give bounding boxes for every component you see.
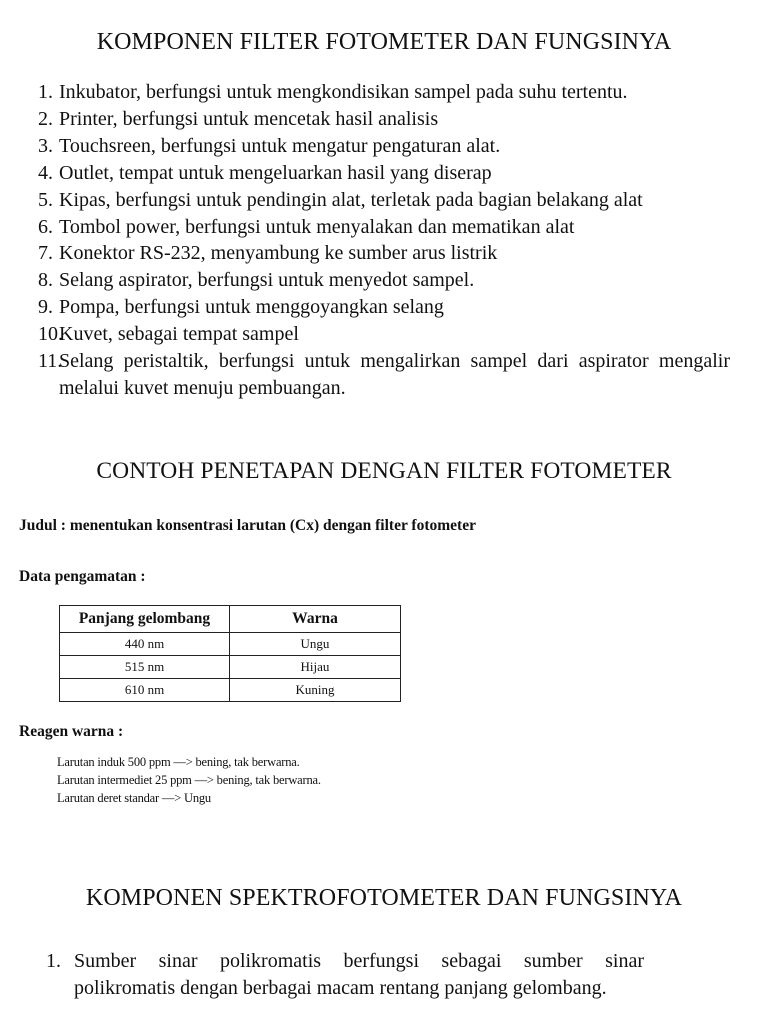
list-item xyxy=(38,133,730,160)
list-item-text: Selang aspirator, berfungsi untuk menyedot sampel. xyxy=(59,269,475,292)
table-row xyxy=(60,633,401,656)
list-item-number: 1. xyxy=(38,81,53,103)
table-row xyxy=(60,679,401,702)
list-item-text: Konektor RS-232, menyambung ke sumber arus listrik xyxy=(59,242,498,265)
list-item-number: 4. xyxy=(38,161,53,184)
reagen-warna-label: Reagen warna : xyxy=(19,723,124,740)
section-title-filter-example: CONTOH PENETAPAN DENGAN FILTER FOTOMETER xyxy=(96,458,672,484)
reagen-list xyxy=(57,753,321,807)
table-cell: Ungu xyxy=(230,633,401,656)
data-pengamatan-label: Data pengamatan : xyxy=(19,568,146,585)
list-item-number: 9. xyxy=(38,296,53,319)
list-item xyxy=(38,321,730,348)
table-header-cell: Warna xyxy=(230,606,401,633)
table-cell: 610 nm xyxy=(60,679,230,702)
list-item xyxy=(38,214,730,241)
list-item xyxy=(38,160,730,187)
list-item-number: 1. xyxy=(46,950,61,972)
reagen-line: Larutan intermediet 25 ppm —> bening, tak berwarna. xyxy=(57,773,321,787)
reagen-line: Larutan deret standar —> Ungu xyxy=(57,791,211,805)
list-item-text: Kuvet, sebagai tempat sampel xyxy=(59,323,299,346)
list-item-number: 11. xyxy=(38,350,63,373)
table-cell: 515 nm xyxy=(60,656,230,679)
table-header-cell: Panjang gelombang xyxy=(60,606,230,633)
observation-table xyxy=(59,605,401,702)
list-item-text: Printer, berfungsi untuk mencetak hasil analisis xyxy=(59,107,439,130)
list-item-number: 10. xyxy=(38,323,63,346)
table-cell: 440 nm xyxy=(60,633,230,656)
table-row xyxy=(60,656,401,679)
table-cell: Kuning xyxy=(230,679,401,702)
list-item-number: 2. xyxy=(38,107,53,130)
spectrophotometer-components-list xyxy=(46,948,644,1002)
list-item-text: Tombol power, berfungsi untuk menyalakan dan mematikan alat xyxy=(59,215,575,238)
list-item-number: 8. xyxy=(38,269,53,292)
table-header-row xyxy=(60,606,401,633)
list-item-number: 3. xyxy=(38,134,53,157)
list-item xyxy=(38,106,730,133)
list-item-text: Inkubator, berfungsi untuk mengkondisikan sampel pada suhu tertentu. xyxy=(59,81,628,103)
list-item xyxy=(38,267,730,294)
list-item xyxy=(46,948,644,1002)
list-item-text: Outlet, tempat untuk mengeluarkan hasil yang diserap xyxy=(59,161,492,184)
list-item xyxy=(38,348,730,402)
section-title-filter-components: KOMPONEN FILTER FOTOMETER DAN FUNGSINYA xyxy=(96,29,672,55)
list-item xyxy=(38,79,730,106)
list-item xyxy=(38,294,730,321)
list-item-text: Touchsreen, berfungsi untuk mengatur pengaturan alat. xyxy=(59,134,501,157)
list-item-number: 7. xyxy=(38,242,53,265)
list-item-text: Pompa, berfungsi untuk menggoyangkan selang xyxy=(59,296,444,319)
section-title-spectrophotometer-components: KOMPONEN SPEKTROFOTOMETER DAN FUNGSINYA xyxy=(85,885,683,911)
reagen-line: Larutan induk 500 ppm —> bening, tak berwarna. xyxy=(57,755,300,769)
table-cell: Hijau xyxy=(230,656,401,679)
list-item-number: 5. xyxy=(38,188,53,211)
list-item-text: Selang peristaltik, berfungsi untuk mengalirkan sampel dari aspirator mengalir melalui kuvet menuju pembuangan. xyxy=(59,350,730,399)
judul-line: Judul : menentukan konsentrasi larutan (Cx) dengan filter fotometer xyxy=(19,517,476,534)
list-item-text: Sumber sinar polikromatis berfungsi sebagai sumber sinar polikromatis dengan berbagai macam rentang panjang gelombang. xyxy=(74,950,644,999)
filter-components-list xyxy=(38,79,730,402)
list-item-text: Kipas, berfungsi untuk pendingin alat, terletak pada bagian belakang alat xyxy=(59,188,643,211)
list-item xyxy=(38,240,730,267)
list-item-number: 6. xyxy=(38,215,53,238)
list-item xyxy=(38,187,730,214)
